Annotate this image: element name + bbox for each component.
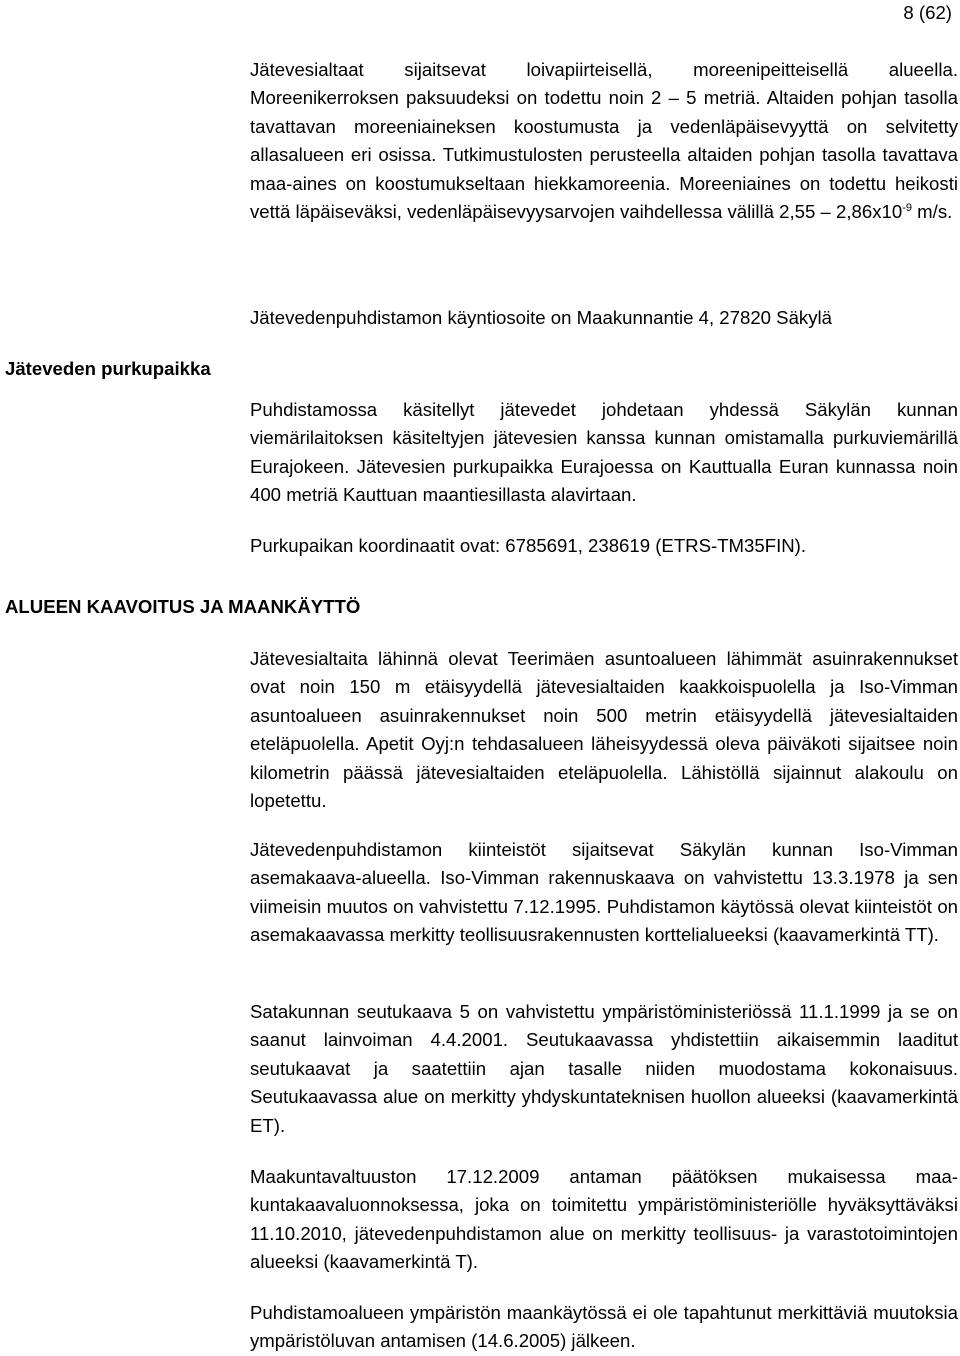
discharge-paragraph: Puhdistamossa käsitellyt jätevedet johdetaan yhdessä Säkylän kunnan viemärilaitoksen käsiteltyjen jätevesien kanssa kunnan omistamalla purkuviemärillä Eurajokeen. Jätevesien purkupaikka Eurajoessa on Kauttualla Euran kunnassa noin 400 metriä Kauttuan maantiesillasta alavirtaan. xyxy=(250,399,958,506)
discharge-heading: Jäteveden purkupaikka xyxy=(5,358,211,379)
zoning-paragraph: Maakuntavaltuuston 17.12.2009 antaman päätöksen mukaisessa maakuntakaavaluonnoksessa, joka on toimitettu ympäristöministeriölle hyväksyttäväksi 11.10.2010, jätevedenpuhdistamon alue on merkitty teollisuus- ja varastotoimintojen alueeksi (kaavamerkintä T). xyxy=(250,1166,958,1273)
zoning-paragraph: Jätevesialtaita lähinnä olevat Teerimäen asuntoalueen lähimmät asuinrakennukset ovat noin 150 m etäisyydellä jätevesialtaiden kaakkoispuolella ja Iso-Vimman asuntoalueen asuinrakennukset noin 500 metrin etäisyydellä jätevesialtaiden eteläpuolella. Apetit Oyj:n tehdasalueen läheisyydessä oleva päiväkoti sijaitsee noin kilometrin päässä jätevesialtaiden eteläpuolella. Lähistöllä sijainnut alakoulu on lopetettu. xyxy=(250,648,958,812)
zoning-heading: ALUEEN KAAVOITUS JA MAANKÄYTTÖ xyxy=(5,596,361,617)
permeability-unit: m/s. xyxy=(912,201,953,223)
zoning-paragraph: Satakunnan seutukaava 5 on vahvistettu ympäristöministeriössä 11.1.1999 ja se on saanut lainvoiman 4.4.2001. Seutukaavassa yhdistettiin aikaisemmin laaditut seutukaavat ja saatettiin ajan tasalle niiden muodostama kokonaisuus. Seutukaavassa alue on merkitty yhdyskuntateknisen huollon alueeksi (kaavamerkintä ET). xyxy=(250,1001,958,1136)
soil-description-text: Jätevesialtaat sijaitsevat loivapiirteisellä, moreenipeitteisellä alueella. Moreenikerroksen paksuudeksi on todettu noin 2 – 5 metriä. Altaiden pohjan tasolla tavattavan moreeniaineksen koostumusta ja vedenläpäisevyyttä on selvitetty allasalueen eri osissa. Tutkimustulosten perusteella altaiden pohjan tasolla tavattava maa-aines on koostumukseltaan hiekkamoreenia. Moreeniaines on todettu heikosti vettä läpäiseväksi, vedenläpäisevyysarvojen vaihdellessa välillä 2,55 – 2,86x10 xyxy=(250,59,958,223)
discharge-coordinates-paragraph: Purkupaikan koordinaatit ovat: 6785691, 238619 (ETRS-TM35FIN). xyxy=(250,535,807,556)
zoning-paragraph: Puhdistamoalueen ympäristön maankäytössä ei ole tapahtunut merkittäviä muutoksia ympäristöluvan antamisen (14.6.2005) jälkeen. xyxy=(250,1302,958,1352)
permeability-exponent: -9 xyxy=(902,202,912,215)
page-number: 8 (62) xyxy=(903,2,952,23)
visiting-address-paragraph: Jätevedenpuhdistamon käyntiosoite on Maakunnantie 4, 27820 Säkylä xyxy=(250,307,832,328)
soil-description-paragraph xyxy=(250,56,958,226)
zoning-paragraph: Jätevedenpuhdistamon kiinteistöt sijaitsevat Säkylän kunnan Iso-Vimman asemakaava-alueella. Iso-Vimman rakennuskaava on vahvistettu 13.3.1978 ja sen viimeisin muutos on vahvistettu 7.12.1995. Puhdistamon käytössä olevat kiinteistöt on asemakaavassa merkitty teollisuusrakennusten korttelialueeksi (kaavamerkintä TT). xyxy=(250,839,958,946)
